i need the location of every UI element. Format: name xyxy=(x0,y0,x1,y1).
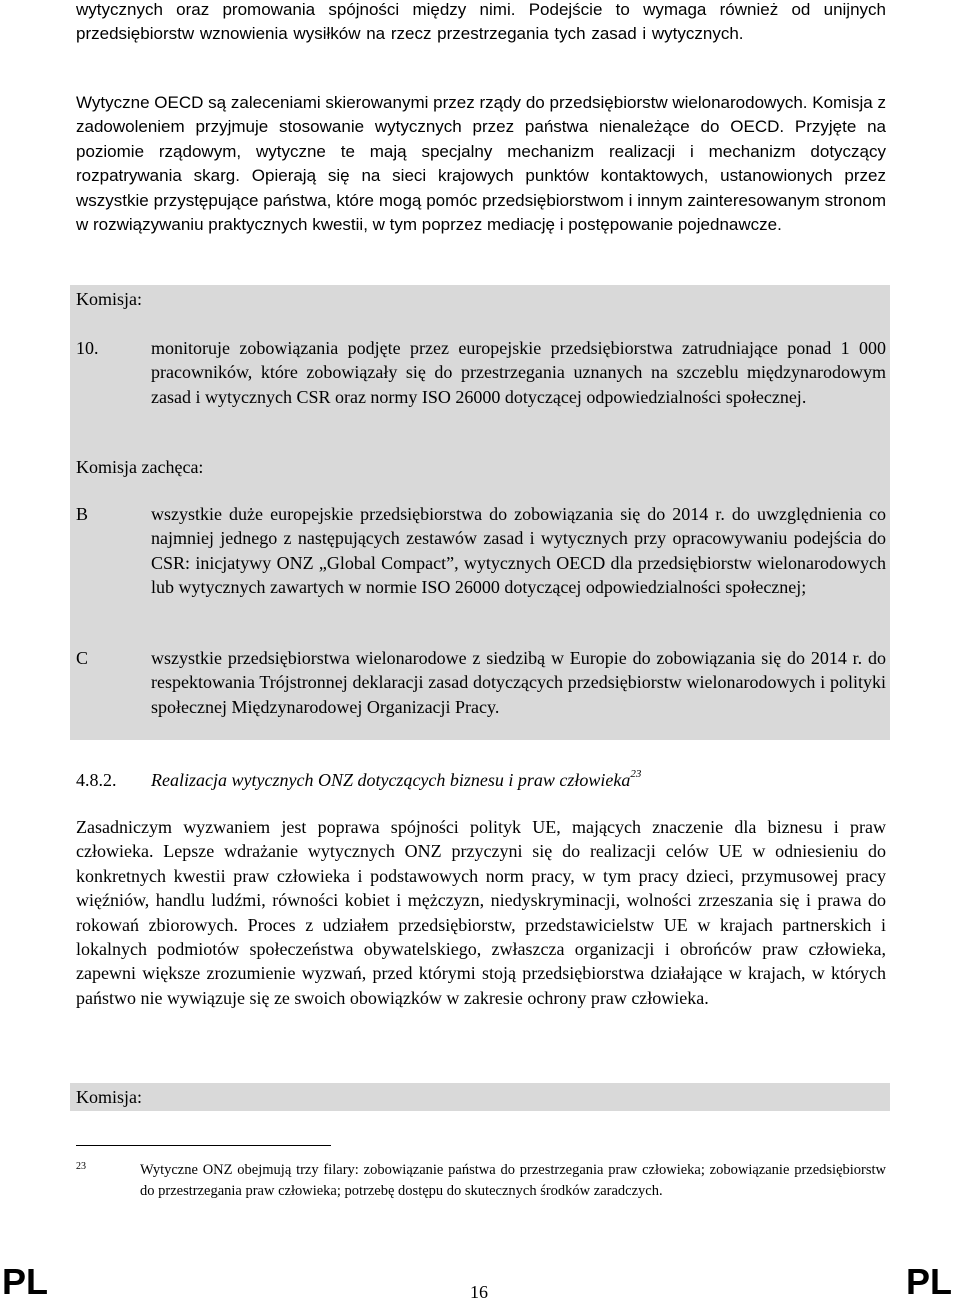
encourage-item-c xyxy=(76,646,886,719)
footer-left-lang: PL xyxy=(2,1261,49,1302)
commission-box-2 xyxy=(70,1083,890,1111)
encourage-item-b xyxy=(76,502,886,600)
commission-heading-2: Komisja: xyxy=(76,1087,142,1107)
commission-heading: Komisja: xyxy=(76,289,142,309)
footnote-number: 23 xyxy=(76,1161,86,1172)
encourages-heading: Komisja zachęca: xyxy=(76,457,204,477)
footer-right-lang: PL xyxy=(905,1261,952,1302)
footnote-separator xyxy=(76,1145,331,1146)
un-guidelines-paragraph: Zasadniczym wyzwaniem jest poprawa spójności polityk UE, mających znaczenie dla biznesu i praw człowieka. Lepsze wdrażanie wytycznych ONZ przyczyni się do realizacji celów UE w odniesieniu do konkretnych kwestii praw człowieka i podstawowych norm pracy, w tym pracy dzieci, przymusowej pracy więźniów, handlu ludźmi, równości kobiet i mężczyzn, niedyskryminacji, wolności zrzeszania się i prawa do rokowań zbiorowych. Proces z udziałem przedsiębiorstw, przedstawicielstw UE w krajach partnerskich i lokalnych podmiotów społeczeństwa obywatelskiego, zwłaszcza organizacji i obrońców praw człowieka, zapewni większe zrozumienie wyzwań, przed którymi stoją przedsiębiorstwa działające w krajach, w których państwo nie wywiązuje się ze swoich obowiązków w zakresie ochrony praw człowieka. xyxy=(76,817,886,1008)
footnote-text: Wytyczne ONZ obejmują trzy filary: zobowiązanie państwa do przestrzegania praw człowieka; zobowiązanie przedsiębiorstw do przestrzegania praw człowieka; potrzebę dostępu do skutecznych środków zaradczych. xyxy=(140,1162,886,1199)
section-number: 4.8.2. xyxy=(76,770,117,790)
oecd-paragraph: Wytyczne OECD są zaleceniami skierowanymi przez rządy do przedsiębiorstw wielonarodowych. Komisja z zadowoleniem przyjmuje stosowanie wytycznych przez państwa nienależące do OECD. Przyjęte na poziomie rządowym, wytyczne te mają specjalny mechanizm realizacji i mechanizm dotyczący rozpatrywania skarg. Opierają się na sieci krajowych punktów kontaktowych, ustanowionych przez wszystkie przystępujące państwa, które mogą pomóc przedsiębiorstwom i innym zainteresowanym stronom w rozwiązywaniu praktycznych kwestii, w tym poprzez mediację i postępowanie pojednawcze. xyxy=(76,93,886,235)
section-title: Realizacja wytycznych ONZ dotyczących biznesu i praw człowieka$^{23}$ xyxy=(151,768,642,790)
page-number: 16 xyxy=(470,1282,488,1302)
item-text-c: wszystkie przedsiębiorstwa wielonarodowe z siedzibą w Europie do zobowiązania się do 2014 r. do respektowania Trójstronnej deklaracji zasad dotyczących przedsiębiorstw wielonarodowych i polityki społecznej Międzynarodowej Organizacji Pracy. xyxy=(151,648,886,717)
item-number: 10. xyxy=(76,338,99,358)
footnote xyxy=(76,1160,886,1202)
item-text-b: wszystkie duże europejskie przedsiębiorstwa do zobowiązania się do 2014 r. do uwzględnienia co najmniej jednego z następujących zestawów zasad i wytycznych przy opracowywaniu podejścia do CSR: inicjatywy ONZ „Global Compact”, wytycznych OECD dla przedsiębiorstw wielonarodowych lub wytycznych zawartych w normie ISO 26000 dotyczącej odpowiedzialności społecznej; xyxy=(151,504,886,598)
item-label-c: C xyxy=(76,648,89,668)
footnote-reference: 23 xyxy=(630,768,642,780)
intro-paragraph: wytycznych oraz promowania spójności między nimi. Podejście to wymaga również od unijnych przedsiębiorstw wznowienia wysiłków na rzecz przestrzegania tych zasad i wytycznych. xyxy=(76,0,886,44)
section-heading xyxy=(76,768,886,792)
item-text: monitoruje zobowiązania podjęte przez europejskie przedsiębiorstwa zatrudniające ponad 1 000 pracowników, które zobowiązały się do przestrzegania uznanych na szczeblu międzynarodowym zasad i wytycznych CSR oraz normy ISO 26000 dotyczącej odpowiedzialności społecznej. xyxy=(151,338,886,407)
commitment-item xyxy=(76,336,886,409)
item-label-b: B xyxy=(76,504,89,524)
